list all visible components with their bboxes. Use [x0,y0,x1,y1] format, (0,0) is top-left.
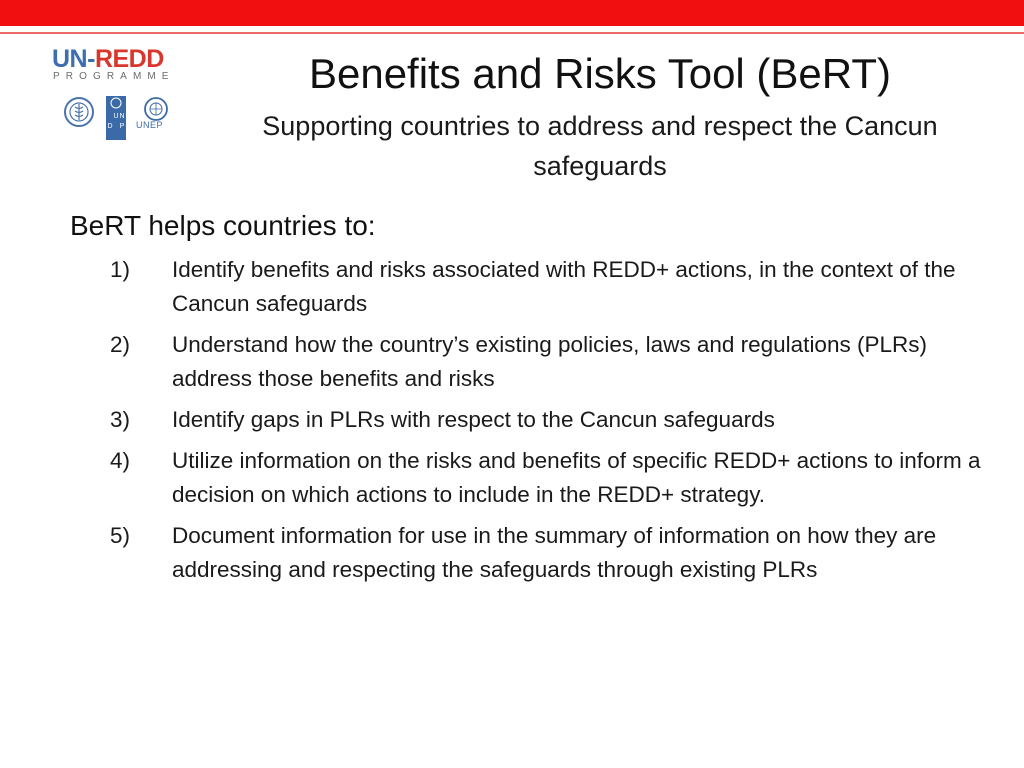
logo-redd-text: REDD [94,45,164,73]
list-item [110,253,990,321]
intro-text: BeRT helps countries to: [70,210,376,241]
list-item-number: 5) [110,523,131,548]
list-item-number: 1) [110,257,131,282]
unep-emblem-icon [145,98,167,120]
unep-label: UNEP [136,120,164,130]
slide-title: Benefits and Risks Tool (BeRT) [308,50,892,97]
list-item [110,403,990,437]
logo-un-text: UN [52,45,88,73]
fao-emblem-icon [65,98,93,126]
list-item [110,519,990,587]
list-item-number: 2) [110,332,131,357]
list-item-text: Utilize information on the risks and benefits of specific REDD+ actions to inform a decision on which actions to include in the REDD+ strategy. [172,448,981,507]
undp-d-letter: D [107,123,113,130]
list-item-number: 3) [110,407,131,432]
logo-dash-text: - [87,45,95,73]
list-item-text: Identify benefits and risks associated with REDD+ actions, in the context of the Cancun safeguards [172,257,956,316]
logo-programme-text: PROGRAMME [53,71,175,82]
undp-p-letter: P [119,123,125,130]
un-redd-logo [50,44,190,144]
undp-u-letter: U [113,113,119,120]
list-item-text: Document information for use in the summary of information on how they are addressing and respecting the safeguards through existing PLRs [172,523,937,582]
top-divider [0,32,1024,34]
list-item [110,328,990,396]
list-item-text: Identify gaps in PLRs with respect to the Cancun safeguards [172,407,775,432]
list-item-text: Understand how the country’s existing policies, laws and regulations (PLRs) address those benefits and risks [172,332,927,391]
top-red-bar [0,0,1024,26]
slide-subtitle: Supporting countries to address and respect the Cancun safeguards [262,111,938,181]
logo-wordmark [52,44,164,74]
list-item [110,444,990,512]
undp-n-letter: N [119,113,125,120]
benefits-list [110,253,990,594]
list-item-number: 4) [110,448,131,473]
undp-emblem-icon [106,96,126,140]
agency-logos [64,96,174,142]
